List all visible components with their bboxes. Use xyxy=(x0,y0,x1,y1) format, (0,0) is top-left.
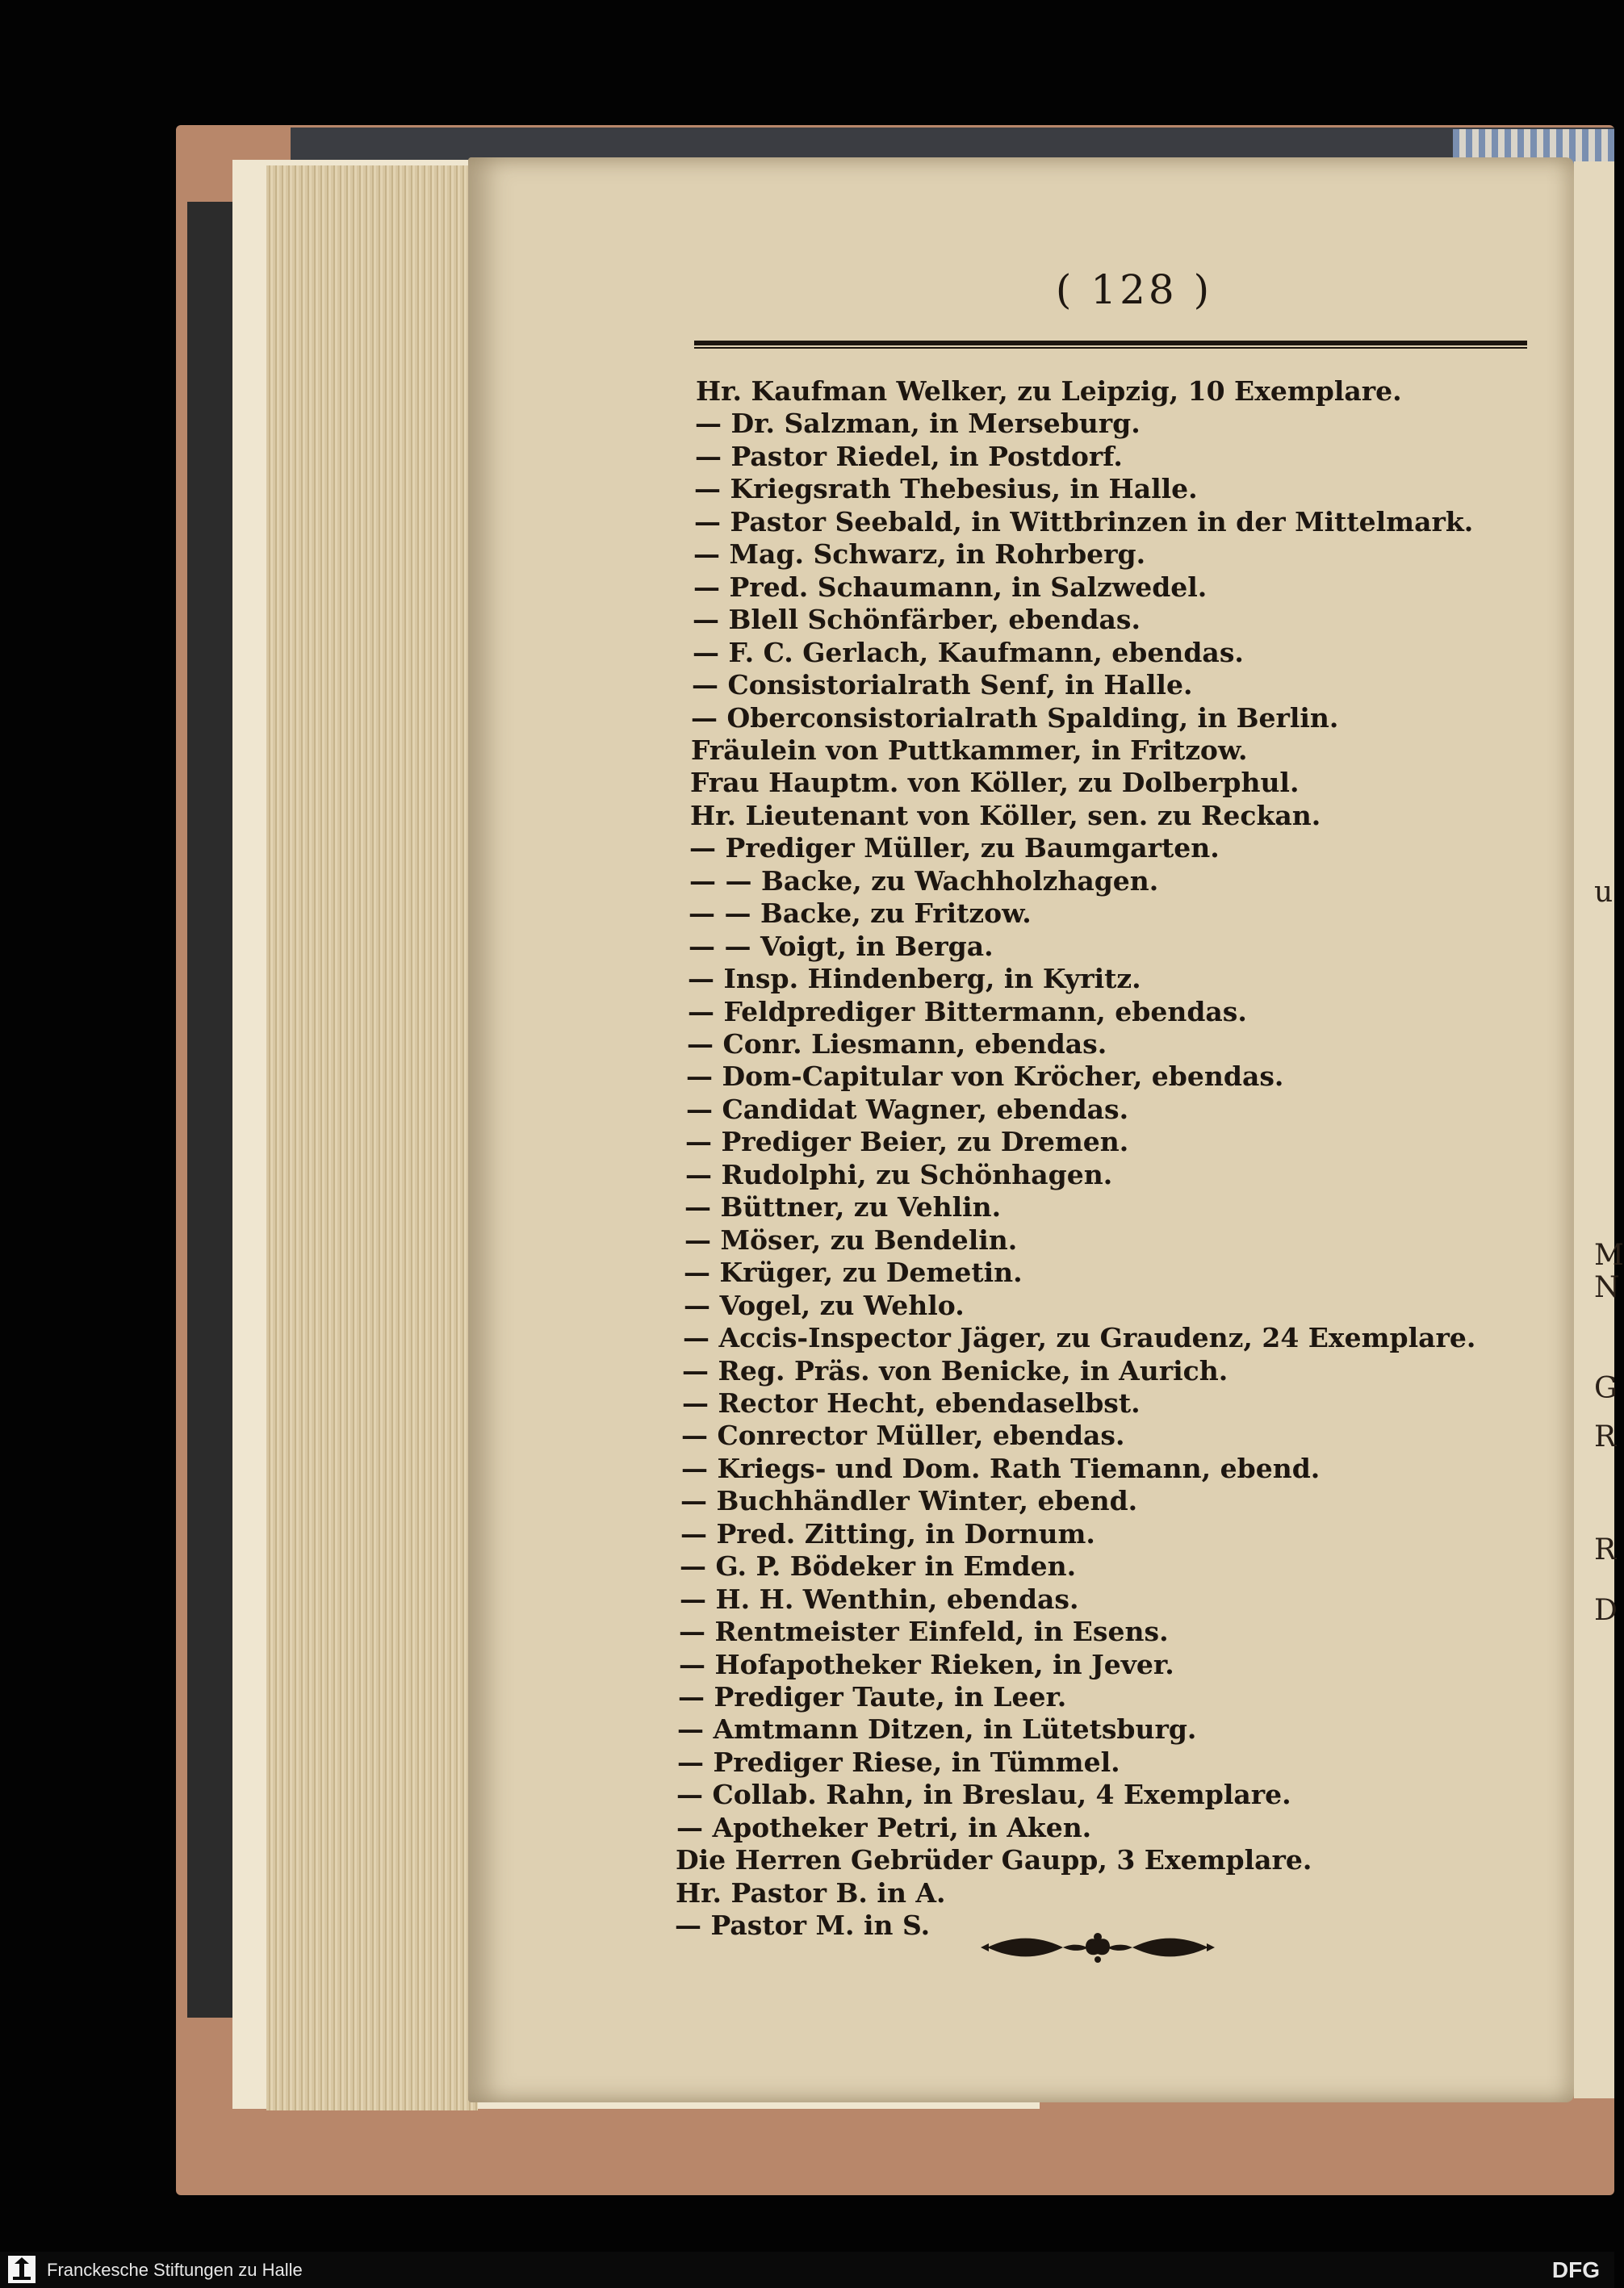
facing-page-edge xyxy=(1574,161,1617,2098)
book-spine-cloth xyxy=(187,202,236,2018)
subscriber-entry: — Accis-Inspector Jäger, zu Graudenz, 24 Exemplare. xyxy=(683,1322,1476,1353)
subscriber-entry: — Dr. Salzman, in Merseburg. xyxy=(695,408,1141,439)
subscriber-entry: Hr. Lieutenant von Köller, sen. zu Reckan. xyxy=(690,800,1321,831)
subscriber-entry: — Consistorialrath Senf, in Halle. xyxy=(692,669,1193,701)
header-rule xyxy=(694,341,1527,349)
subscriber-entry: — Rentmeister Einfeld, in Esens. xyxy=(679,1616,1169,1647)
institution-name: Franckesche Stiftungen zu Halle xyxy=(47,2260,303,2280)
subscriber-entry: — Kriegsrath Thebesius, in Halle. xyxy=(694,473,1198,504)
subscriber-entry: — Blell Schönfärber, ebendas. xyxy=(693,604,1141,635)
facing-page-letter: D xyxy=(1594,1594,1618,1627)
subscriber-entry: — F. C. Gerlach, Kaufmann, ebendas. xyxy=(693,637,1244,668)
institution-logo-icon xyxy=(8,2256,36,2283)
book-cover-top xyxy=(291,128,1614,161)
subscriber-entry: — — Voigt, in Berga. xyxy=(689,931,994,962)
facing-page-letter: R xyxy=(1594,1533,1617,1566)
subscriber-entry: — Pastor Riedel, in Postdorf. xyxy=(695,441,1123,472)
subscriber-entry: — Rector Hecht, ebendaselbst. xyxy=(682,1387,1141,1419)
subscriber-entry: — Mag. Schwarz, in Rohrberg. xyxy=(693,538,1146,570)
facing-page-letter: R xyxy=(1594,1420,1617,1454)
subscriber-entry: — Prediger Taute, in Leer. xyxy=(678,1681,1067,1713)
subscriber-entry: — Kriegs- und Dom. Rath Tiemann, ebend. xyxy=(681,1453,1321,1484)
subscriber-entry: — Amtmann Ditzen, in Lütetsburg. xyxy=(677,1713,1197,1745)
subscriber-entry: Frau Hauptm. von Köller, zu Dolberphul. xyxy=(690,767,1300,798)
subscriber-entry: — Collab. Rahn, in Breslau, 4 Exemplare. xyxy=(676,1779,1291,1810)
subscriber-entry: — Rudolphi, zu Schönhagen. xyxy=(685,1159,1113,1190)
subscriber-entry: — — Backe, zu Wachholzhagen. xyxy=(689,865,1159,897)
subscriber-entry: — Pastor Seebald, in Wittbrinzen in der Mittelmark. xyxy=(694,506,1474,537)
subscriber-entry: — Pred. Zitting, in Dornum. xyxy=(680,1518,1095,1550)
subscriber-entry: — H. H. Wenthin, ebendas. xyxy=(680,1583,1079,1615)
subscriber-entry: — Candidat Wagner, ebendas. xyxy=(686,1094,1129,1125)
subscriber-entry: — Möser, zu Bendelin. xyxy=(684,1224,1018,1256)
ornament-icon xyxy=(981,1927,1215,1968)
page-edges xyxy=(266,165,478,2110)
subscriber-entry: — Insp. Hindenberg, in Kyritz. xyxy=(688,963,1141,994)
facing-page-letter: u xyxy=(1594,876,1614,909)
facing-page-letter: M xyxy=(1594,1239,1624,1272)
subscriber-entry: — Conrector Müller, ebendas. xyxy=(681,1420,1125,1451)
subscriber-entry: Die Herren Gebrüder Gaupp, 3 Exemplare. xyxy=(676,1844,1312,1876)
subscriber-entry: Hr. Pastor B. in A. xyxy=(676,1877,946,1909)
page-number: ( 128 ) xyxy=(1055,266,1213,313)
subscriber-entry: — Reg. Präs. von Benicke, in Aurich. xyxy=(682,1355,1228,1387)
subscriber-entry: — Conr. Liesmann, ebendas. xyxy=(687,1028,1107,1060)
facing-page-letter: G xyxy=(1594,1372,1618,1405)
subscriber-entry: — Feldprediger Bittermann, ebendas. xyxy=(688,996,1247,1027)
subscriber-entry: — Vogel, zu Wehlo. xyxy=(684,1290,965,1321)
subscriber-entry: — Pred. Schaumann, in Salzwedel. xyxy=(693,571,1208,603)
subscriber-entry: — Krüger, zu Demetin. xyxy=(684,1257,1023,1288)
subscriber-entry: — G. P. Bödeker in Emden. xyxy=(680,1550,1077,1582)
subscriber-entry: — Oberconsistorialrath Spalding, in Berlin. xyxy=(691,702,1339,734)
dfg-logo: DFG xyxy=(1551,2257,1600,2282)
subscriber-entry: — — Backe, zu Fritzow. xyxy=(689,897,1032,929)
subscriber-entry: Fräulein von Puttkammer, in Fritzow. xyxy=(691,734,1248,766)
subscriber-entry: — Prediger Müller, zu Baumgarten. xyxy=(689,832,1220,864)
subscriber-entry: — Buchhändler Winter, ebend. xyxy=(680,1485,1138,1516)
subscriber-entry: — Apotheker Petri, in Aken. xyxy=(676,1812,1092,1843)
subscriber-entry: — Prediger Riese, in Tümmel. xyxy=(677,1746,1120,1778)
facing-page-letter: N xyxy=(1594,1271,1620,1304)
subscriber-entry: — Hofapotheker Rieken, in Jever. xyxy=(679,1649,1174,1680)
subscriber-entry: Hr. Kaufman Welker, zu Leipzig, 10 Exemplare. xyxy=(696,375,1402,407)
subscriber-entry: — Dom-Capitular von Kröcher, ebendas. xyxy=(686,1060,1284,1092)
subscriber-entry: — Pastor M. in S. xyxy=(675,1909,931,1941)
subscriber-entry: — Prediger Beier, zu Dremen. xyxy=(685,1126,1129,1157)
subscriber-entry: — Büttner, zu Vehlin. xyxy=(684,1191,1002,1223)
